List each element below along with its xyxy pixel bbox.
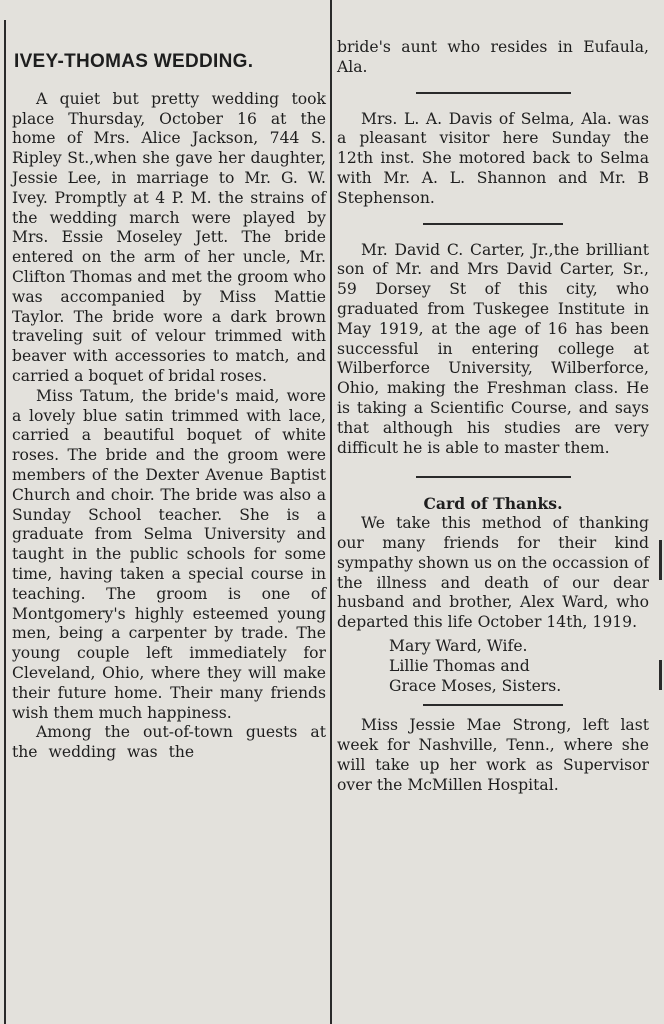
signature-line: Mary Ward, Wife. [389, 636, 528, 655]
card-of-thanks-title: Card of Thanks. [423, 494, 563, 514]
left-column [12, 0, 326, 763]
wedding-paragraph: A quiet but pretty wedding took place Thursday, October 16 at the home of Mrs. Alice Jackson, 744 S. Ripley St.,when she gave her daughter, Jessie Lee, in marriage to Mr. G. W. Ivey. Promptly at 4 P. M. the strains of the wedding march were played by Mrs. Essie Moseley Jett. The bride entered on the arm of her uncle, Mr. Clifton Thomas and met the groom who was accompanied by Miss Mattie Taylor. The bride wore a dark brown traveling suit of velour trimmed with beaver with accessories to match, and carried a boquet of bridal roses. [12, 89, 326, 385]
guests-paragraph: Among the out-of-town guests at the wedding was the [12, 723, 326, 762]
continuation-paragraph: bride's aunt who resides in Eufaula, Ala. [337, 38, 649, 76]
adjacent-column-edge [659, 540, 662, 580]
tatum-paragraph: Miss Tatum, the bride's maid, wore a lovely blue satin trimmed with lace, carried a beautiful boquet of white roses. The bride and the groom were members of the Dexter Avenue Baptist Church and choir. The bride was also a Sunday School teacher. She is a graduate from Selma University and taught in the public schools for some time, having taken a special course in teaching. The groom is one of Montgomery's highly esteemed young men, being a carpenter by trade. The young couple left immediately for Cleveland, Ohio, where they will make their future home. Their many friends wish them much happiness. [12, 386, 326, 722]
wedding-headline: IVEY-THOMAS WEDDING. [14, 51, 254, 72]
separator-rule [416, 92, 571, 94]
separator-rule [423, 223, 563, 225]
card-of-thanks-paragraph: We take this method of thanking our many friends for their kind sympathy shown us on the occassion of the illness and death of our dear husband and brother, Alex Ward, who departed this life October 14th, 1919. [337, 514, 649, 632]
signature-line: Grace Moses, Sisters. [389, 676, 562, 695]
signature-line: Lillie Thomas and [389, 656, 530, 675]
column-rule-left [4, 20, 6, 1024]
adjacent-column-edge [659, 660, 662, 690]
carter-paragraph: Mr. David C. Carter, Jr.,the brilliant son of Mr. and Mrs David Carter, Sr., 59 Dorsey St of this city, who graduated from Tuskegee Institute in May 1919, at the age of 16 has been successful in entering college at Wilberforce University, Wilberforce, Ohio, making the Freshman class. He is taking a Scientific Course, and says that although his studies are very difficult he is able to master them. [337, 240, 649, 457]
davis-paragraph: Mrs. L. A. Davis of Selma, Ala. was a pleasant visitor here Sunday the 12th inst. She motored back to Selma with Mr. A. L. Shannon and Mr. B Stephenson. [337, 109, 649, 207]
column-rule-center [330, 0, 332, 1024]
right-column [337, 0, 649, 796]
separator-rule [423, 704, 563, 706]
strong-paragraph: Miss Jessie Mae Strong, left last week for Nashville, Tenn., where she will take up her work as Supervisor over the McMillen Hospital. [337, 716, 649, 794]
separator-rule [416, 476, 571, 478]
